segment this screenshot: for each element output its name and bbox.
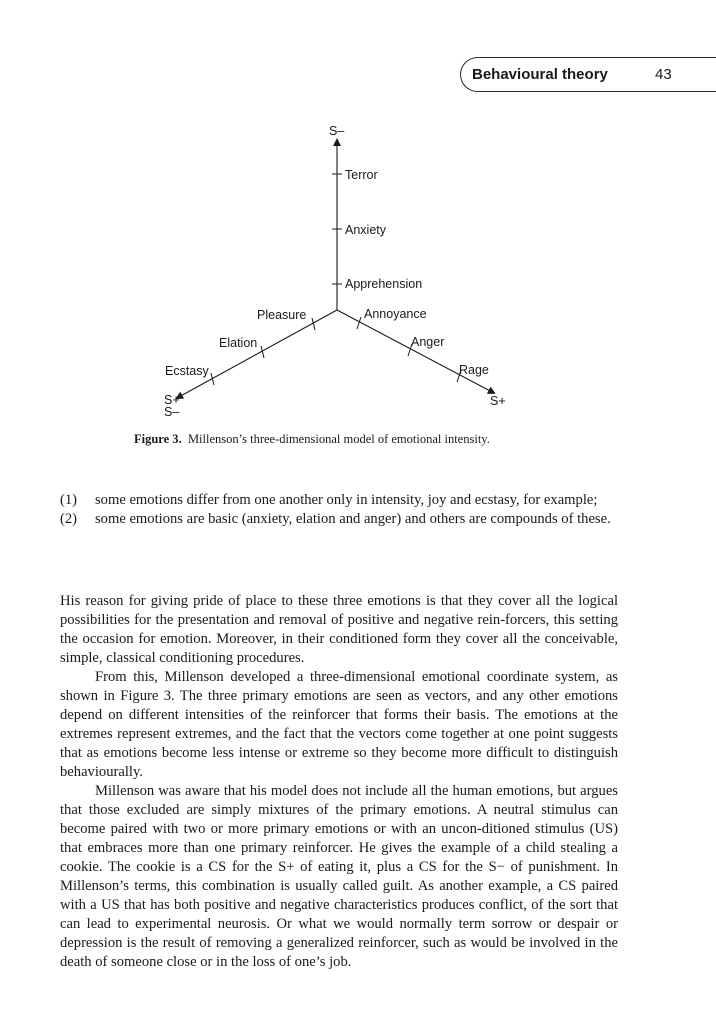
label-s-plus-left: S+ — [164, 393, 180, 407]
label-anger: Anger — [411, 335, 445, 349]
label-ecstasy: Ecstasy — [165, 364, 209, 378]
paragraph: From this, Millenson developed a three-dimensional emotional coordinate system, as shown in Figure 3. The three primary emotions are seen as vectors, and any other emotions depend on different intensities of the reinforcer that forms their basis. The emotions at the extremes represent extremes, and the fact that the vectors come together at one point suggests that as emotions become less intense or extreme so they become more difficult to distinguish behaviourally. — [60, 669, 618, 780]
list-item-number: (2) — [60, 511, 78, 527]
label-pleasure: Pleasure — [257, 308, 307, 322]
running-header-title: Behavioural theory — [472, 66, 608, 83]
body-text — [60, 592, 618, 972]
list-item — [60, 491, 620, 510]
figure-caption-text: Millenson’s three-dimensional model of emotional intensity. — [187, 432, 490, 446]
label-elation: Elation — [219, 336, 258, 350]
list-item-text: some emotions are basic (anxiety, elation and anger) and others are compounds of these. — [95, 511, 611, 527]
label-rage: Rage — [459, 363, 489, 377]
paragraph: Millenson was aware that his model does not include all the human emotions, but argues that those excluded are simply mixtures of the primary emotions. A neutral stimulus can become paired with two or more primary emotions or with an uncon-ditioned stimulus (US) that embraces more than one primary reinforcer. He gives the example of a child stealing a cookie. The cookie is a CS for the S+ of eating it, plus a CS for the S− of punishment. In Millenson’s terms, this combination is usually called guilt. As another example, a CS paired with a US that has both positive and negative characteristics produces conflict, of the sort that can lead to experimental neurosis. Or what we would normally term sorrow or despair or depression is the result of removing a generalized reinforcer, such as would be involved in the death of someone close or in the loss of one’s job. — [60, 783, 618, 970]
emotion-coordinate-figure — [0, 0, 716, 460]
list-item-text: some emotions differ from one another only in intensity, joy and ecstasy, for example; — [95, 492, 598, 508]
paragraph: His reason for giving pride of place to these three emotions is that they cover all the logical possibilities for the presentation and removal of positive and negative rein-forcers, this setting the occasion for emotion. Moreover, in their conditioned form they cover all the conceivable, simple, classical conditioning procedures. — [60, 593, 618, 666]
label-s-minus-left: S– — [164, 405, 180, 419]
right-axis-arrow — [337, 310, 494, 393]
label-s-plus-right: S+ — [490, 394, 506, 408]
label-terror: Terror — [345, 168, 378, 182]
tick-annoyance — [357, 317, 361, 329]
label-anxiety: Anxiety — [345, 223, 386, 237]
numbered-list — [60, 491, 620, 529]
label-apprehension: Apprehension — [345, 277, 423, 291]
label-s-minus-top: S– — [329, 124, 345, 138]
label-annoyance: Annoyance — [364, 307, 427, 321]
list-item-number: (1) — [60, 492, 78, 508]
figure-caption-label: Figure 3. — [134, 432, 182, 446]
list-item — [60, 510, 620, 529]
figure-caption — [134, 432, 490, 447]
page-number: 43 — [655, 66, 672, 83]
